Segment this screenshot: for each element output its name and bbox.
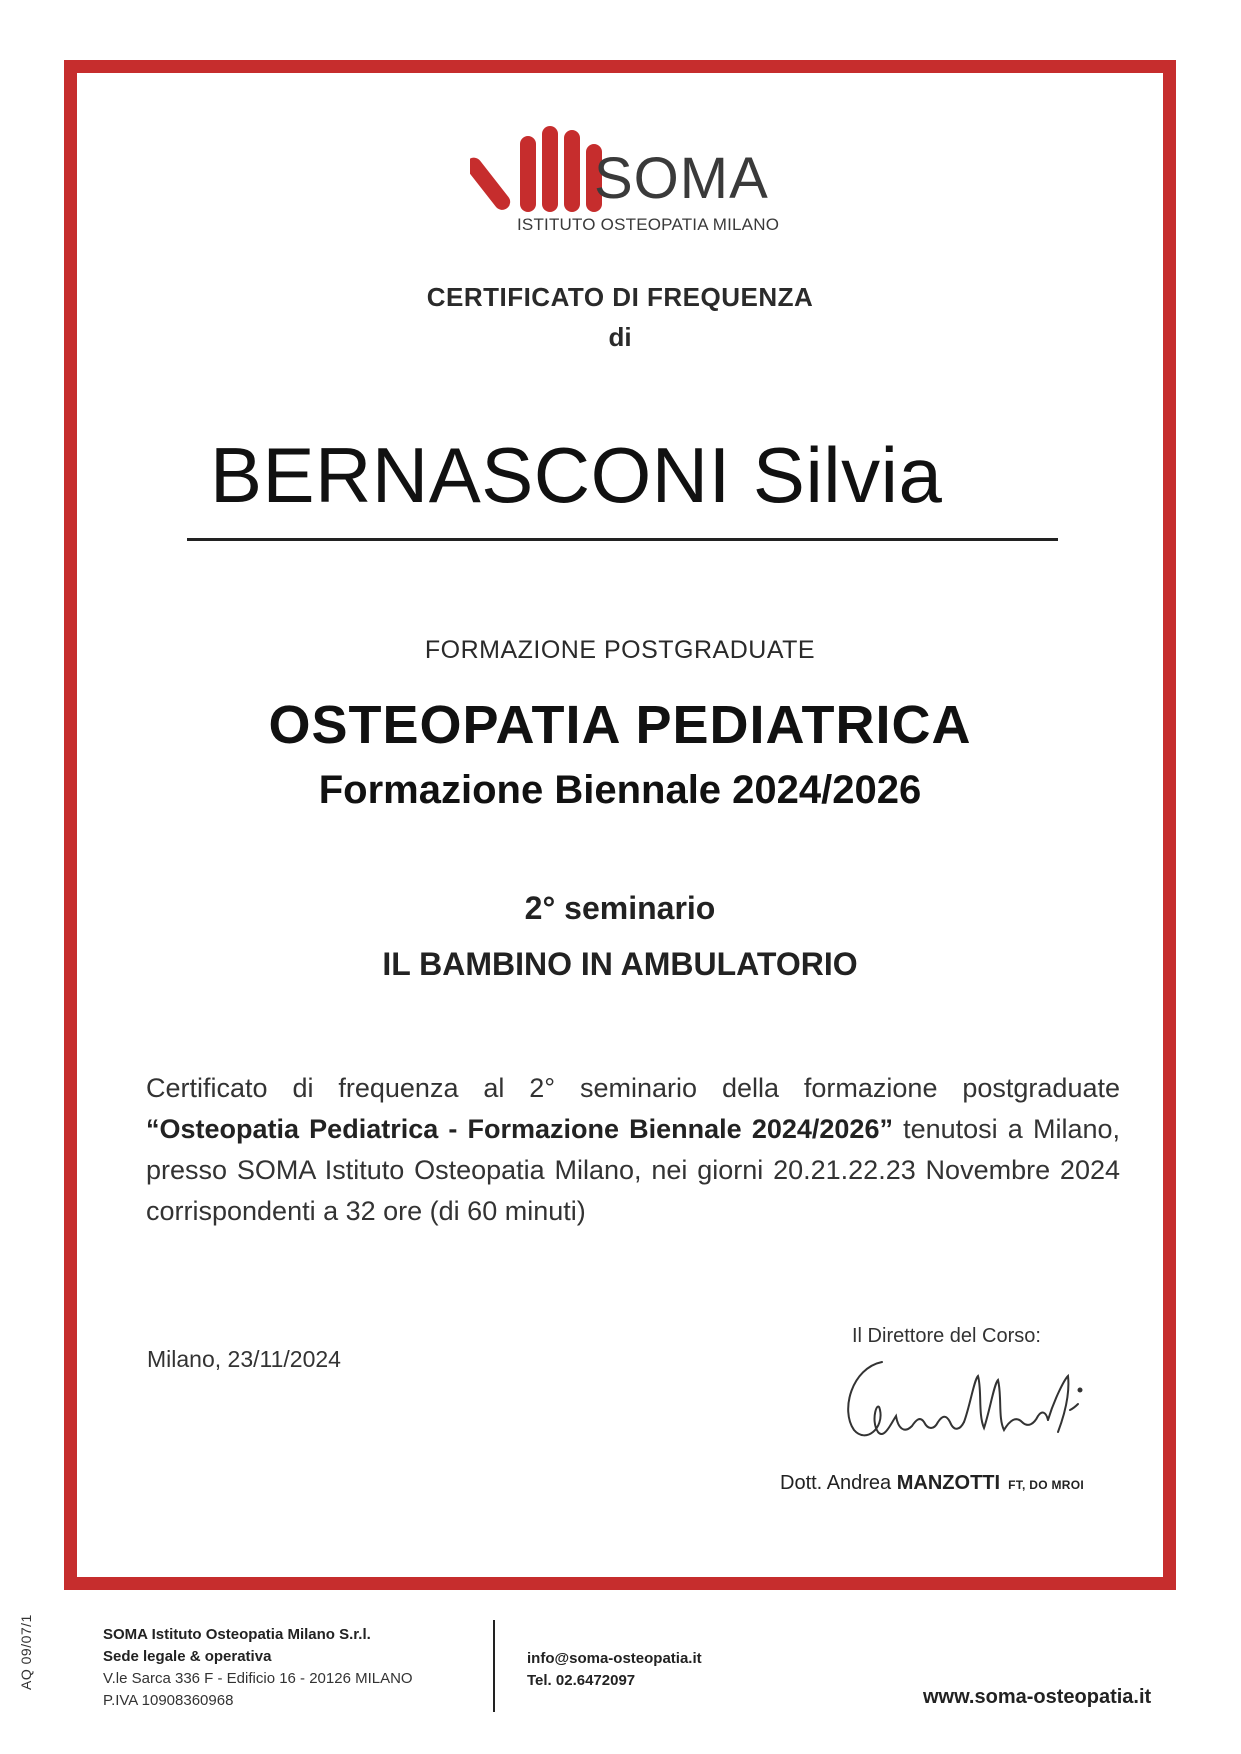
- director-titles: FT, DO MROI: [1008, 1478, 1085, 1492]
- document-code: AQ 09/07/1: [18, 1614, 34, 1690]
- director-surname: MANZOTTI: [896, 1472, 1001, 1494]
- seminar-number: 2° seminario: [524, 890, 716, 926]
- footer-email[interactable]: info@soma-osteopatia.it: [527, 1650, 702, 1667]
- director-label: Il Direttore del Corso:: [852, 1325, 1041, 1347]
- seminar-title: IL BAMBINO IN AMBULATORIO: [382, 946, 858, 982]
- signature: [832, 1350, 1092, 1450]
- recipient-name: BERNASCONI Silvia: [210, 431, 943, 519]
- footer-divider: [493, 1620, 495, 1712]
- certificate-title: CERTIFICATO DI FREQUENZA: [426, 282, 814, 312]
- director-name: [780, 1472, 1084, 1495]
- footer-vat: P.IVA 10908360968: [103, 1692, 234, 1709]
- body-text-course: “Osteopatia Pediatrica - Formazione Biennale 2024/2026”: [146, 1114, 893, 1144]
- certificate-body: [146, 1068, 1120, 1232]
- footer-address: V.le Sarca 336 F - Edificio 16 - 20126 MILANO: [103, 1670, 413, 1687]
- course-title: OSTEOPATIA PEDIATRICA: [268, 695, 972, 755]
- logo-subtitle: ISTITUTO OSTEOPATIA MILANO: [517, 215, 780, 234]
- certificate-of: di: [608, 322, 632, 352]
- program-type: FORMAZIONE POSTGRADUATE: [424, 636, 816, 664]
- footer-seat: Sede legale & operativa: [103, 1648, 272, 1665]
- footer-phone: Tel. 02.6472097: [527, 1672, 636, 1689]
- footer-company-info: [103, 1624, 413, 1712]
- body-text-part2: tenutosi a Milano, presso SOMA Istituto Osteopatia Milano, nei giorni 20.21.22.23 Novembre 2024 corrispondenti a 32 ore (di 60 minuti): [146, 1114, 1120, 1226]
- place-date: Milano, 23/11/2024: [147, 1346, 341, 1372]
- body-text-part1: Certificato di frequenza al 2° seminario della formazione postgraduate: [146, 1073, 1120, 1103]
- course-subtitle: Formazione Biennale 2024/2026: [318, 768, 922, 812]
- footer-contacts: [527, 1648, 702, 1692]
- footer-company: SOMA Istituto Osteopatia Milano S.r.l.: [103, 1626, 371, 1643]
- recipient-underline: [187, 538, 1058, 541]
- logo-name: SOMA: [594, 146, 769, 211]
- director-prefix: Dott. Andrea: [780, 1472, 897, 1494]
- footer-website[interactable]: www.soma-osteopatia.it: [923, 1686, 1152, 1708]
